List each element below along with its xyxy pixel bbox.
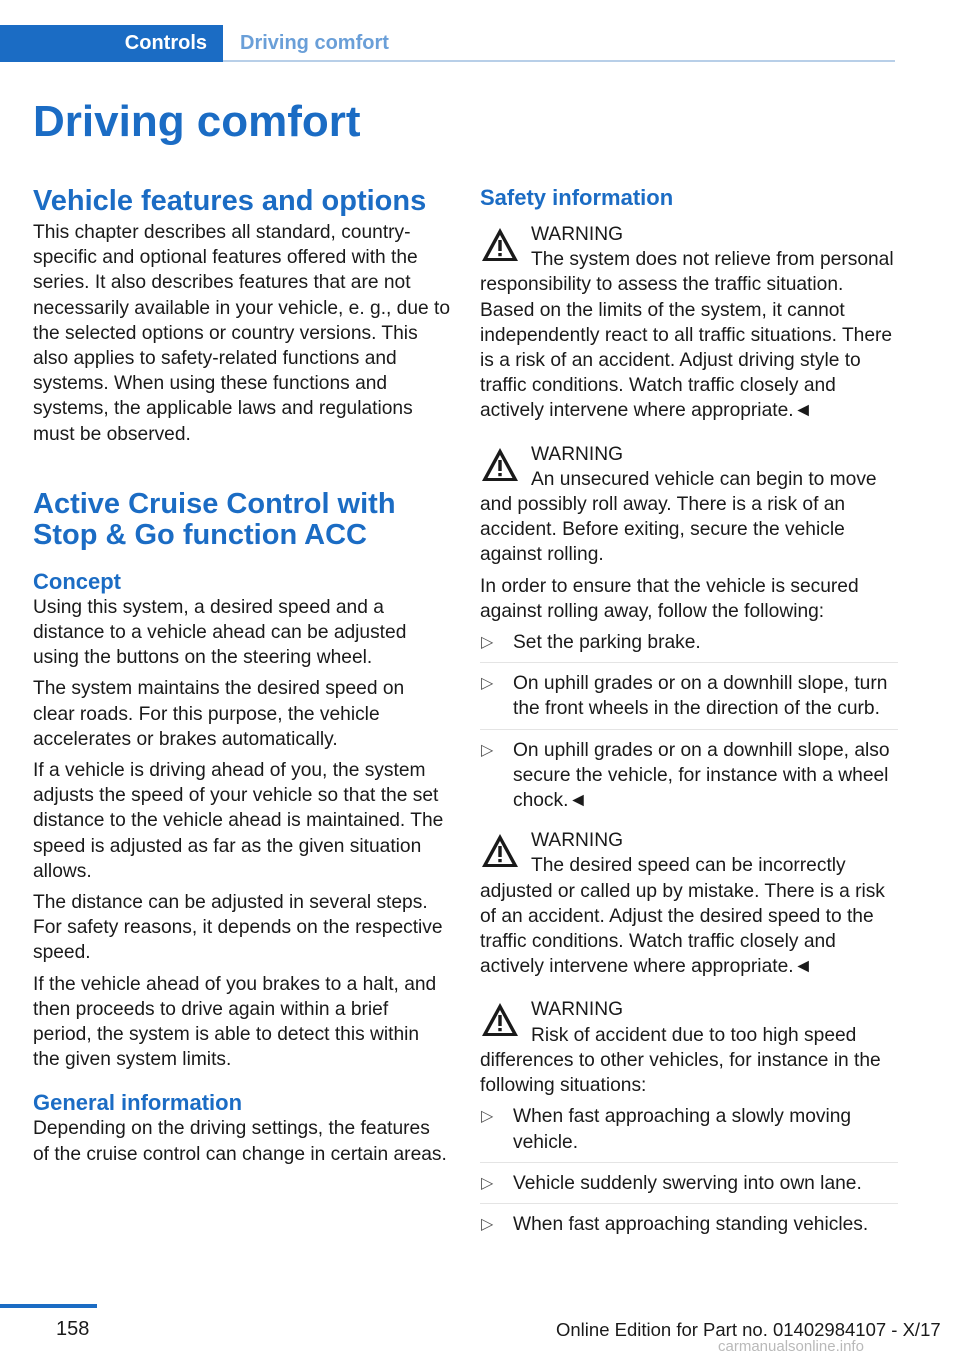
warning-text: Risk of accident due to too high speed differences to other vehicles, for instance in the following situations: — [480, 1024, 881, 1097]
bullet-triangle-icon: ▷ — [481, 1174, 494, 1192]
subsection-title-safety-information: Safety information — [480, 185, 674, 210]
concept-paragraph-2: The system maintains the desired speed on clear roads. For this purpose, the vehicle accelerates or brakes automatically. — [33, 678, 405, 750]
concept-paragraph-1: Using this system, a desired speed and a distance to a vehicle ahead can be adjusted using the buttons on the steering wheel. — [33, 596, 407, 669]
warning-triangle-icon — [480, 1001, 520, 1039]
warning-label: WARNING — [531, 443, 624, 465]
warning-label: WARNING — [531, 999, 624, 1021]
warning-block — [480, 997, 898, 1098]
warning-label: WARNING — [531, 830, 624, 852]
risk-situations-list — [480, 1104, 898, 1244]
warning-text: The desired speed can be incorrectly adjusted or called up by mistake. There is a risk of an accident. Adjust the desired speed to the traffic conditions. Watch traffic closely and actively intervene where appropriate.◄ — [480, 855, 885, 978]
bullet-triangle-icon: ▷ — [481, 1215, 494, 1233]
bullet-triangle-icon: ▷ — [481, 1108, 494, 1126]
list-item: ▷ Vehicle suddenly swerving into own lane. — [480, 1171, 898, 1204]
section-title-vehicle-features: Vehicle features and options — [33, 185, 427, 217]
warning-label: WARNING — [531, 224, 624, 245]
edition-note: Online Edition for Part no. 01402984107 - X/17 — [556, 1319, 941, 1340]
warning-text: The system does not relieve from personal responsibility to assess the traffic situation. Based on the limits of the system, it cannot independently react to all traffic situations. There is a risk of an accident. Adjust driving style to traffic conditions. Watch traffic closely and actively intervene where appropriate.◄ — [480, 249, 894, 422]
chapter-tab-controls[interactable]: Controls — [0, 25, 223, 62]
warning-block — [480, 442, 898, 568]
bullet-triangle-icon: ▷ — [481, 675, 494, 693]
subsection-title-general-information: General information — [33, 1090, 243, 1116]
bullet-triangle-icon: ▷ — [481, 634, 494, 652]
watermark: carmanualsonline.info — [718, 1338, 864, 1355]
header-divider — [223, 60, 895, 62]
concept-paragraph-5: If the vehicle ahead of you brakes to a halt, and then proceeds to drive again within a brief period, the system is able to detect this within the given system limits. — [33, 973, 437, 1071]
vehicle-features-text: This chapter describes all standard, country-specific and optional features offered with the series. It also describes features that are not necessarily available in your vehicle, e. g., due to the selected options or country versions. This also applies to safety-related functions and systems. When using these functions and systems, the applicable laws and regulations must be observed. — [33, 222, 451, 445]
page-number: 158 — [56, 1318, 90, 1340]
list-item: ▷ On uphill grades or on a downhill slope, also secure the vehicle, for instance with a wheel chock.◄ — [481, 739, 890, 812]
list-item: ▷ Set the parking brake. — [480, 630, 898, 663]
warning-block — [480, 828, 898, 979]
subsection-title-concept: Concept — [33, 568, 121, 594]
page-title: Driving comfort — [33, 97, 361, 146]
left-column — [33, 184, 451, 1167]
secure-intro-paragraph: In order to ensure that the vehicle is secured against rolling away, follow the following: — [480, 575, 859, 622]
warning-text: An unsecured vehicle can begin to move and possibly roll away. There is a risk of an accident. Before exiting, secure the vehicle against rolling. — [480, 468, 877, 566]
right-column — [480, 184, 898, 1252]
warning-triangle-icon — [480, 226, 520, 264]
page-header — [0, 25, 895, 62]
list-item: ▷ When fast approaching standing vehicles. — [480, 1212, 898, 1244]
section-tab-driving-comfort[interactable]: Driving comfort — [240, 32, 389, 54]
section-title-acc: Active Cruise Control with Stop & Go function ACC — [33, 487, 396, 551]
general-information-paragraph: Depending on the driving settings, the features of the cruise control can change in certain areas. — [33, 1118, 447, 1165]
list-item: ▷ When fast approaching a slowly moving vehicle. — [480, 1104, 898, 1162]
concept-paragraph-4: The distance can be adjusted in several steps. For safety reasons, it depends on the respective speed. — [33, 892, 443, 964]
list-item: ▷ On uphill grades or on a downhill slope, turn the front wheels in the direction of the curb. — [480, 671, 898, 729]
warning-triangle-icon — [480, 832, 520, 870]
warning-triangle-icon — [480, 446, 520, 484]
warning-block — [480, 222, 898, 424]
secure-steps-list — [480, 630, 898, 820]
bullet-triangle-icon: ▷ — [481, 741, 494, 759]
footer-accent-bar — [0, 1304, 97, 1308]
concept-paragraph-3: If a vehicle is driving ahead of you, the system adjusts the speed of your vehicle so that the set distance to the vehicle ahead is maintained. The speed is adjusted as far as the given situation allows. — [33, 760, 444, 882]
